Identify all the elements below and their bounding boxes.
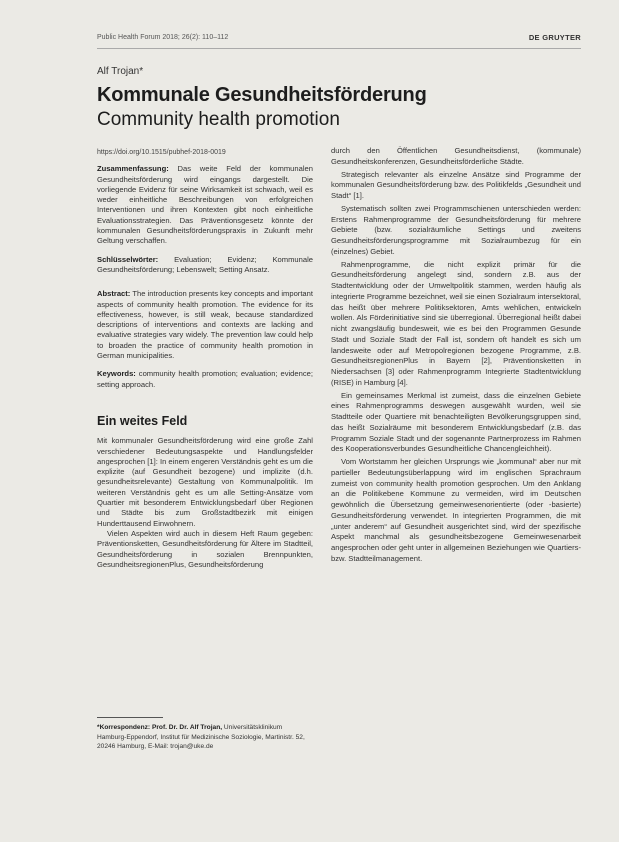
correspondence-footnote bbox=[97, 723, 313, 752]
schluesselwoerter-label: Schlüsselwörter: bbox=[97, 254, 159, 264]
abstract-label: Abstract: bbox=[97, 289, 131, 299]
right-paragraph: Systematisch sollten zwei Programmschienen unterschieden werden: Erstens Rahmenprogramme der Gesundheitsförderung für mehrere Gebiete (bzw. sozialräumliche Settings und zweitens Gesundheitsförderungsprogramme mit Sozialraumbezug für ein (einzelnes) Gebiet. bbox=[331, 203, 581, 256]
right-paragraph: Ein gemeinsames Merkmal ist zumeist, dass die einzelnen Gebiete eines Rahmenprogramms deswegen ausgewählt wurden, weil sie Stadtteile oder Quartiere mit benachteiligten Bevölkerungsgruppen sind, das heißt Sozialräume mit besonderem Entwicklungsbedarf (z.B. das Programm Soziale Stadt und der sogenannte Partnerprozess im Rahmen des Kooperationsverbundes Gesundheitliche Chancengleichheit). bbox=[331, 390, 581, 454]
zusammenfassung-text: Das weite Feld der kommunalen Gesundheitsförderung wird eingangs dargestellt. Die vorliegende Evidenz für seine Wirksamkeit ist schwach, weil es weder einheitliche Beschreibungen von erfolgreichen Interventionen und ihren Kontexten gibt noch einheitliche Evaluationsstrategien. Das Präventionsgesetz könnte der kommunalen Gesundheitsförderungspraxis in Zukunft mehr Geltung verschaffen. bbox=[97, 164, 313, 246]
keywords-label: Keywords: bbox=[97, 369, 136, 379]
abstract-text: The introduction presents key concepts and important aspects of community health promotion. The evidence for its effectiveness, however, is still weak, because standardized descriptions of interventions and contexts are lacking and evaluative strategies vary widely. The prevention law could help to broaden the practice of community health promotion in German municipalities. bbox=[97, 289, 313, 361]
footnote-rule bbox=[97, 717, 163, 718]
right-paragraph: Rahmenprogramme, die nicht explizit primär für die Gesundheitsförderung angelegt sind, sondern z.B. aus der Stadtentwicklung oder der Umweltpolitik stammen, werden häufig als integrierte Programme bezeichnet, weil sie einen Sozialraum intersektoral, das heißt über mehrere Politiksektoren, Amts wehlichen, entwickeln wollen. Als Förderinitiative sind sie überregional. Überregional heißt dabei nicht zwangsläufig bundesweit, wie es bei den Programmen Gesunde Stadt und Soziale Stadt der Fall ist, sondern oft handelt es sich um landesweite oder auf Metropolregionen bezogene Programme, z.B. GesundheitsregionenPlus in Bayern [2], Präventionsketten in Niedersachsen [3] oder Rahmenprogramm Integrierte Stadtentwicklung (RISE) in Hamburg [4]. bbox=[331, 259, 581, 387]
right-paragraph: Strategisch relevanter als einzelne Ansätze sind Programme der kommunalen Gesundheitsförderung bzw. des Politikfelds „Gesundheit und Stadt“ [1]. bbox=[331, 169, 581, 200]
title-english: Community health promotion bbox=[97, 109, 340, 130]
footnote-label: *Korrespondenz: Prof. Dr. Dr. Alf Trojan, bbox=[97, 724, 223, 731]
schluesselwoerter-text: Evaluation; Evidenz; Kommunale Gesundheitsförderung; Lebenswelt; Setting Ansatz. bbox=[97, 254, 313, 274]
zusammenfassung-block bbox=[97, 164, 313, 246]
journal-citation: Public Health Forum 2018; 26(2): 110–112 bbox=[97, 34, 229, 41]
abstract-block bbox=[97, 289, 313, 361]
doi-link[interactable]: https://doi.org/10.1515/pubhef-2018-0019 bbox=[97, 149, 226, 156]
title-german: Kommunale Gesundheitsförderung bbox=[97, 84, 427, 106]
author-name: Alf Trojan* bbox=[97, 66, 144, 77]
running-header bbox=[97, 32, 581, 46]
header-rule bbox=[97, 48, 581, 49]
schluesselwoerter-block bbox=[97, 255, 313, 276]
right-paragraph: durch den Öffentlichen Gesundheitsdienst, (kommunale) Gesundheitskonferenzen, Gesundheitsförderliche Städte. bbox=[331, 146, 581, 166]
keywords-text: community health promotion; evaluation; evidence; setting approach. bbox=[97, 369, 313, 389]
right-paragraph: Vom Wortstamm her gleichen Ursprungs wie „kommunal“ aber nur mit partieller Bedeutungsüberlappung wird im englischen Sprachraum zumeist von community health promotion gesprochen. Um den Anklang an die Politikebene Kommune zu vermeiden, wird im Deutschen gewöhnlich die Übersetzung gemeinwesenorientierte (oder -basierte) Gesundheitsförderung verwendet. In integrierten Programmen, die mit „unter anderem“ auf Gesundheit ausgerichtet sind, wird der spezifische Aspekt manchmal als gesundheitsbezogene Gemeinwesenarbeit angesprochen oder geht unter in allgemeinen Beziehungen wie Quartiers- bzw. Stadtteilmanagement. bbox=[331, 457, 581, 563]
right-column bbox=[331, 146, 581, 565]
section-heading: Ein weites Feld bbox=[97, 413, 188, 428]
footnote-text: Universitätsklinikum Hamburg-Eppendorf, Institut für Medizinische Soziologie, Martinistr. 52, 20246 Hamburg, E-Mail: trojan@uke.de bbox=[97, 724, 305, 751]
publisher-name: DE GRUYTER bbox=[528, 33, 581, 42]
keywords-block bbox=[97, 369, 313, 390]
zusammenfassung-label: Zusammenfassung: bbox=[97, 164, 169, 174]
left-paragraph: Vielen Aspekten wird auch in diesem Heft Raum gegeben: Präventionsketten, Gesundheitsförderung für Ältere im Stadtteil, Gesundheitsförderung in sozialen Brennpunkten, GesundheitsregionenPlus, Gesundheitsförderung bbox=[97, 528, 313, 569]
left-column bbox=[97, 148, 313, 570]
left-paragraph: Mit kommunaler Gesundheitsförderung wird eine große Zahl verschiedener Bedeutungsaspekte und Handlungsfelder angesprochen [1]: In einem engeren Verständnis geht es um die explizite (auf Gesundheit bezogene) und implizite (d.h. gesundheitsrelevante) Gestaltung von Kommunalpolitik. Im weiteren Verständnis geht es um alle Setting-Ansätze vom Quartier mit besonderem Entwicklungsbedarf über Regionen und Städte bis zum Großstadtbezirk mit einigen Hunderttausend Einwohnern. bbox=[97, 436, 313, 528]
